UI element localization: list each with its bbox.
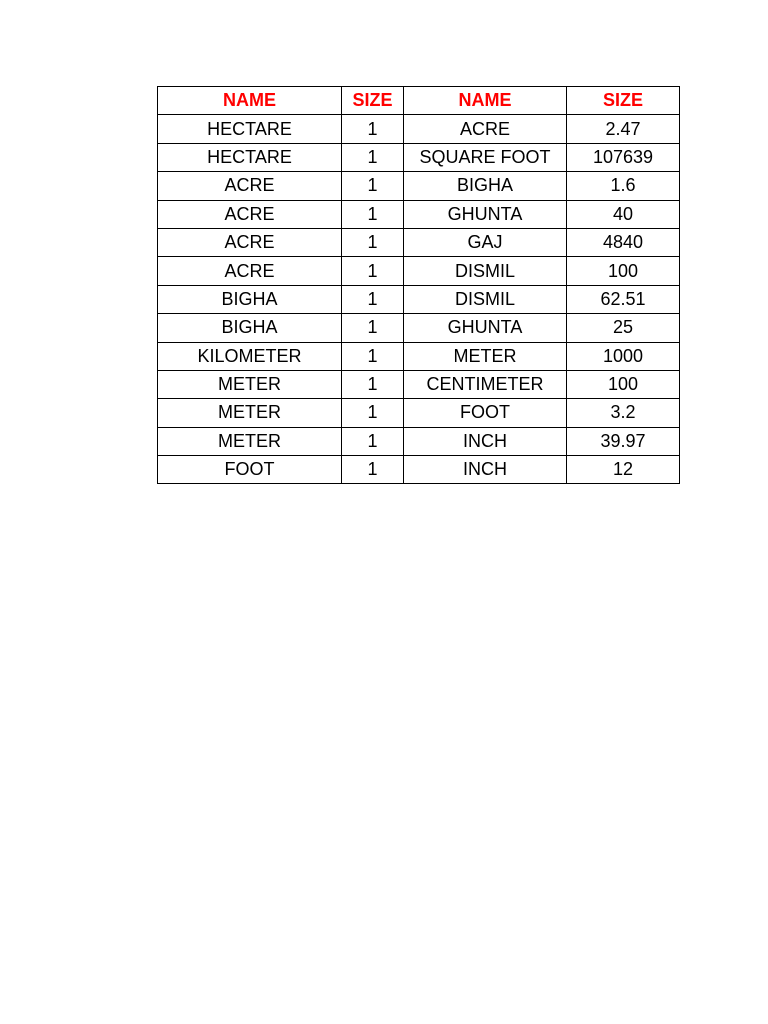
to-size-cell: 12 [567, 456, 680, 484]
from-size-cell: 1 [342, 172, 404, 200]
from-unit-cell: HECTARE [158, 143, 342, 171]
to-unit-cell: GAJ [404, 228, 567, 256]
table-body [158, 115, 680, 484]
to-unit-cell: FOOT [404, 399, 567, 427]
to-size-cell: 2.47 [567, 115, 680, 143]
to-size-cell: 107639 [567, 143, 680, 171]
table-row [158, 399, 680, 427]
to-size-cell: 40 [567, 200, 680, 228]
to-unit-cell: INCH [404, 456, 567, 484]
from-size-cell: 1 [342, 228, 404, 256]
to-unit-cell: DISMIL [404, 285, 567, 313]
from-unit-cell: KILOMETER [158, 342, 342, 370]
to-unit-cell: SQUARE FOOT [404, 143, 567, 171]
header-to-size: SIZE [567, 87, 680, 115]
to-size-cell: 100 [567, 370, 680, 398]
to-unit-cell: DISMIL [404, 257, 567, 285]
table-row [158, 285, 680, 313]
to-unit-cell: BIGHA [404, 172, 567, 200]
table-header-row [158, 87, 680, 115]
from-unit-cell: FOOT [158, 456, 342, 484]
table-row [158, 370, 680, 398]
from-size-cell: 1 [342, 285, 404, 313]
to-unit-cell: GHUNTA [404, 200, 567, 228]
from-unit-cell: ACRE [158, 257, 342, 285]
from-size-cell: 1 [342, 370, 404, 398]
to-size-cell: 4840 [567, 228, 680, 256]
to-unit-cell: GHUNTA [404, 314, 567, 342]
to-unit-cell: INCH [404, 427, 567, 455]
table-row [158, 115, 680, 143]
unit-conversion-table [157, 86, 680, 484]
from-size-cell: 1 [342, 399, 404, 427]
table-row [158, 143, 680, 171]
to-size-cell: 25 [567, 314, 680, 342]
table-row [158, 257, 680, 285]
to-unit-cell: METER [404, 342, 567, 370]
to-size-cell: 62.51 [567, 285, 680, 313]
from-unit-cell: HECTARE [158, 115, 342, 143]
from-unit-cell: ACRE [158, 172, 342, 200]
from-unit-cell: ACRE [158, 200, 342, 228]
to-size-cell: 1000 [567, 342, 680, 370]
from-unit-cell: ACRE [158, 228, 342, 256]
header-to-name: NAME [404, 87, 567, 115]
table-row [158, 427, 680, 455]
table-row [158, 342, 680, 370]
from-unit-cell: BIGHA [158, 314, 342, 342]
header-from-size: SIZE [342, 87, 404, 115]
from-size-cell: 1 [342, 342, 404, 370]
from-unit-cell: METER [158, 370, 342, 398]
header-from-name: NAME [158, 87, 342, 115]
from-unit-cell: BIGHA [158, 285, 342, 313]
to-unit-cell: CENTIMETER [404, 370, 567, 398]
from-size-cell: 1 [342, 456, 404, 484]
to-size-cell: 100 [567, 257, 680, 285]
table-row [158, 314, 680, 342]
table-row [158, 172, 680, 200]
table-row [158, 456, 680, 484]
from-size-cell: 1 [342, 257, 404, 285]
from-unit-cell: METER [158, 427, 342, 455]
to-size-cell: 1.6 [567, 172, 680, 200]
from-size-cell: 1 [342, 115, 404, 143]
from-size-cell: 1 [342, 143, 404, 171]
to-unit-cell: ACRE [404, 115, 567, 143]
from-unit-cell: METER [158, 399, 342, 427]
table-row [158, 200, 680, 228]
from-size-cell: 1 [342, 314, 404, 342]
to-size-cell: 39.97 [567, 427, 680, 455]
from-size-cell: 1 [342, 427, 404, 455]
to-size-cell: 3.2 [567, 399, 680, 427]
table-row [158, 228, 680, 256]
from-size-cell: 1 [342, 200, 404, 228]
